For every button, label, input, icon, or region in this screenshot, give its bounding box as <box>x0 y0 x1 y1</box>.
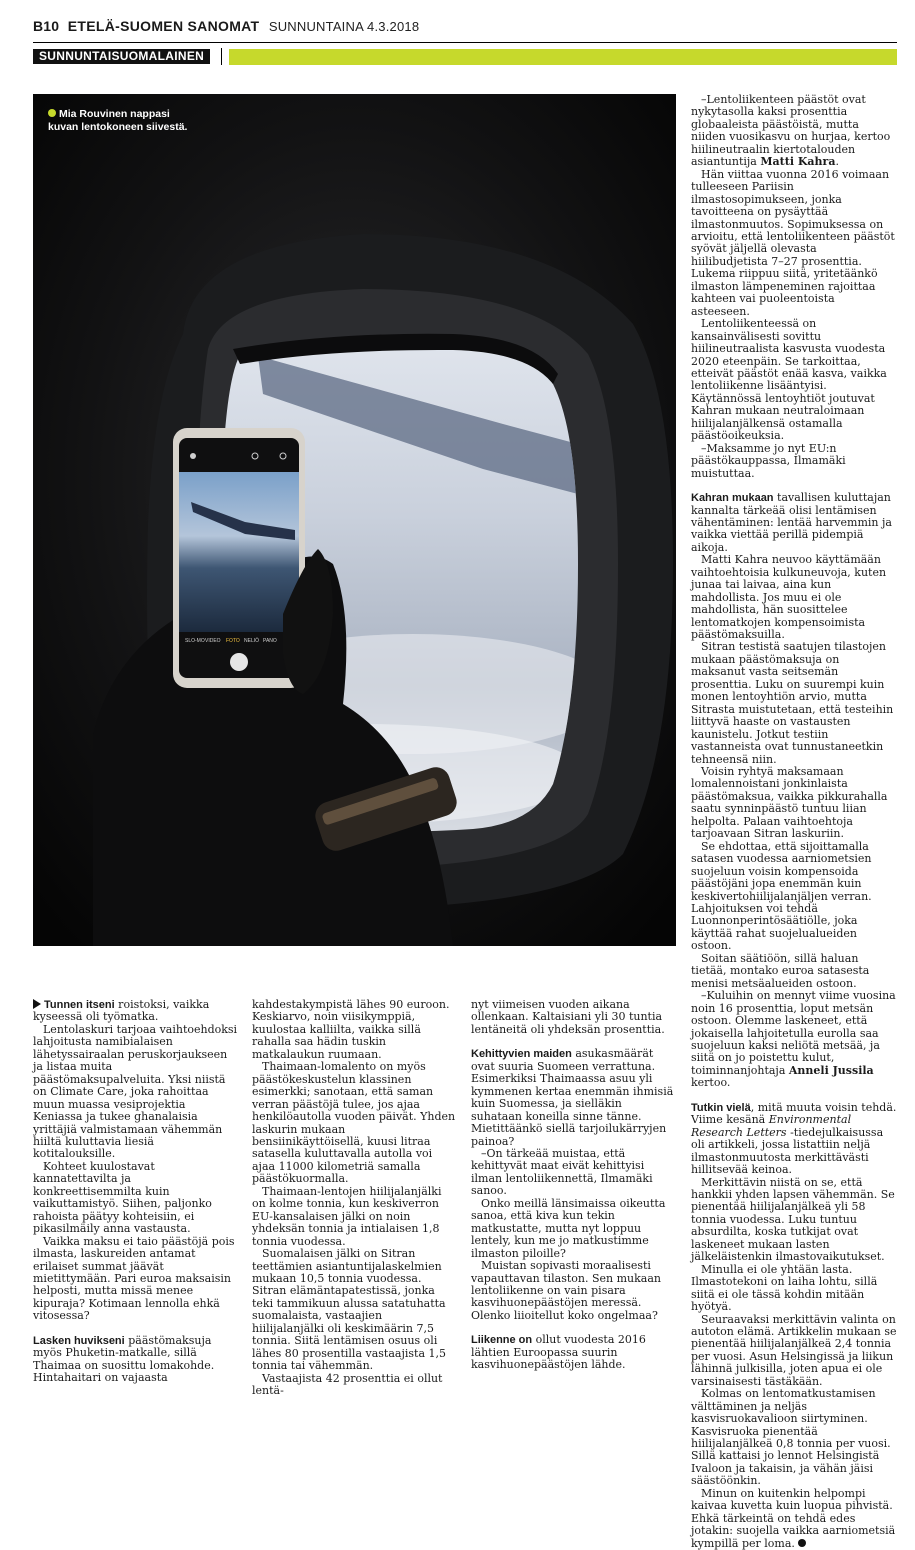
paragraph: kahdestakympistä lähes 90 euroon. Keskiarvo, noin viisikymppiä, kuulostaa kalliilta, vaikka sillä rahalla saa hädin tuskin matkalaukun ruumaan. <box>252 998 450 1061</box>
paragraph: Lentoliikenteessä on kansainvälisesti sovittu hiilineutraalista kasvusta vuodesta 2020 eteenpäin. Se tarkoittaa, etteivät päästöt enää kasva, vaikka lentoliikenne lisääntyisi. Käytännössä lentoyhtiöt joutuvat Kahran mukaan neutraloimaan hiilijalanjälkensä ostamalla päästöoikeuksia. <box>691 317 887 443</box>
photo-caption <box>48 108 188 133</box>
paragraph: Seuraavaksi merkittävin valinta on autoton elämä. Artikkelin mukaan se pienentää hiilijalanjälkeä 2,4 tonnia per vuosi. Asun Helsingissä ja liikun lähinnä julkisilla, joten apua ei ole varsinaisesti tästäkään. <box>691 1312 897 1388</box>
phone-mode-4: PANO <box>263 638 277 644</box>
paragraph: Kohteet kuulostavat kannatettavilta ja konkreettisemmilta kuin vaikuttamistyö. Siihen, paljonko rahoista päätyy kohteisiin, ei pikasilmäily anna vastausta. <box>33 1159 212 1236</box>
shutter-icon <box>230 653 248 671</box>
paragraph: Soitan säätiöön, sillä haluan tietää, montako euroa satasesta menisi metsäalueiden ostoon. <box>691 951 870 990</box>
article-photo <box>33 94 676 946</box>
paragraph: Voisin ryhtyä maksamaan lomalennoistani jonkinlaista päästömaksua, vaikka pikkurahalla saatu synninpäästö tuntuu liian helpolta. Palaan vaihtoehtoja tarjoavaan Sitran laskuriin. <box>691 765 888 841</box>
paragraph: Vaikka maksu ei taio päästöjä pois ilmasta, laskureiden antamat erilaiset summat jäävät mietittymään. Pari euroa maksaisin helposti, mutta missä menee kipuraja? Kotimaan lennolla ehkä vitosessa? <box>33 1234 235 1323</box>
paragraph: Thaimaan-lentojen hiilijalanjälki on kolme tonnia, kun keskiverron EU-kansalaisen jälki on noin yhdeksän tonnia ja intialaisen 1,8 tonnia vuodessa. <box>252 1184 442 1248</box>
paragraph: Kolmas on lentomatkustamisen välttäminen ja neljäs kasvisruokavalioon siirtyminen. Kasvisruoka pienentää hiilijalanjälkeä 0,8 tonnia per vuosi. Sillä kattaisi jo lennot Helsingistä Ivaloon ja takaisin, ja vähän jäisi säästöönkin. <box>691 1387 891 1488</box>
section-label: SUNNUNTAISUOMALAINEN <box>33 49 210 64</box>
masthead <box>33 18 897 40</box>
end-of-article-icon <box>798 1539 806 1547</box>
paragraph: Merkittävin niistä on se, että hankkii yhden lapsen vähemmän. Se pienentää hiilijalanjälkeä yli 58 tonnia vuodessa. Luku tuntuu absurdilta, koska tutkijat ovat laskeneet mukaan lasten jälkeläistenkin ilmastovaikutukset. <box>691 1175 895 1264</box>
paragraph: asukasmäärät ovat suuria Suomeen verrattuna. Esimerkiksi Thaimaassa asuu yli kymmenen kertaa enemmän ihmisiä kuin Suomessa, ja sielläkin suhataan koneilla sinne tänne. Mietittäänkö siellä tarjoilukärryjen painoa? <box>471 1047 674 1148</box>
issue-date: SUNNUNTAINA 4.3.2018 <box>268 19 420 34</box>
paragraph-end: . <box>835 155 839 169</box>
newspaper-name: ETELÄ-SUOMEN SANOMAT <box>67 18 260 34</box>
paragraph: Hän viittaa vuonna 2016 voimaan tulleeseen Pariisin ilmastosopimukseen, jonka tavoitteena on pysäyttää ilmastonmuutos. Sopimuksessa on arvioitu, että lentoliikenteen päästöt syövät jäljellä olevasta hiilibudjetista 7–27 prosenttia. Lukema riippuu siitä, yritetäänkö ilmaston lämpeneminen rajoittaa kahteen vai puoleentoista asteeseen. <box>691 167 895 318</box>
phone-mode-3: NELIÖ <box>244 638 260 644</box>
paragraph: päästömaksuja myös Phuketin-matkalle, sillä Thaimaa on suosittu lomakohde. Hintahaitari on vajaasta <box>33 1333 215 1385</box>
paragraph: , mitä muuta voisin tehdä. Viime kesänä <box>691 1100 897 1127</box>
subhead-lead: Tunnen itseni <box>44 999 115 1011</box>
paragraph: –On tärkeää muistaa, että kehittyvät maat eivät kehittyisi ilman lentoliikennettä, Ilmamäki sanoo. <box>471 1146 653 1198</box>
phone-screen <box>179 472 299 632</box>
paragraph: –Maksamme jo nyt EU:n päästökauppassa, Ilmamäki muistuttaa. <box>691 441 846 480</box>
journal-title: Environmental Research Letters <box>691 1113 852 1139</box>
subhead-lead: Kehittyvien maiden <box>471 1048 572 1061</box>
paragraph: ollut vuodesta 2016 lähtien Euroopassa suurin kasvihuonepäästöjen lähde. <box>471 1333 646 1372</box>
phone-mode-2: FOTO <box>226 638 240 644</box>
caption-bullet-icon <box>48 109 56 117</box>
subhead-lead: Tutkin vielä <box>691 1101 751 1114</box>
paragraph: Minulla ei ole yhtään lasta. Ilmastotekoni on laiha lohtu, sillä siitä ei ole tässä kohdin mitään hyötyä. <box>691 1262 878 1314</box>
airplane-window-illustration <box>33 94 676 946</box>
paragraph: Se ehdottaa, että sijoittamalla satasen vuodessa aarniometsien suojeluun voisin kompensoida päästöjäni jopa enemmän kuin keskivertohiilijalanjäljen verran. Lahjoituksen voi tehdä Luonnonperintösäätiölle, joka käyttää rahat suojelualueiden ostoon. <box>691 839 872 953</box>
paragraph: tavallisen kuluttajan kannalta tärkeää olisi lentämisen vähentäminen: lentää harvemmin ja vaikka viettää perillä pidempiä aikoja. <box>691 491 892 554</box>
person-name: Matti Kahra <box>760 155 836 169</box>
triangle-bullet-icon <box>33 999 41 1009</box>
paragraph: Sitran testistä saatujen tilastojen mukaan päästömaksuja on maksanut vasta seitsemän prosenttia. Luku on suurempi kuin monen lentoyhtiön arvio, mutta Sitrasta muistutetaan, että testeihin liittyvä haaste on vastausten kaunistelu. Jotkut testiin vastanneista ovat tunnustaneetkin tehneensä niin. <box>691 640 894 766</box>
paragraph-end: kertoo. <box>691 1076 731 1090</box>
paragraph: Vastaajista 42 prosenttia ei ollut lentä- <box>252 1371 443 1398</box>
paragraph: –Lentoliikenteen päästöt ovat nykytasolla kaksi prosenttia globaaleista päästöistä, mutta niiden vuosikasvu on hurjaa, kertoo hiilineutraalin kiertotalouden asiantuntija <box>691 93 891 169</box>
paragraph: roistoksi, vaikka kyseessä oli työmatka. <box>33 998 210 1024</box>
paragraph: Thaimaan-lomalento on myös päästökeskustelun klassinen esimerkki; sanotaan, että saman verran päästöjä tulee, jos ajaa henkilöautolla vuoden päivät. Yhden laskurin mukaan bensiinikäyttöisellä, kuusi litraa satasella kuluttavalla autolla voi ajaa 11000 kilometriä samalla päästökuormalla. <box>252 1060 456 1186</box>
subhead-lead: Liikenne on <box>471 1334 533 1347</box>
section-accent-bar <box>229 49 897 65</box>
person-name: Anneli Jussila <box>788 1063 874 1077</box>
paragraph: Matti Kahra neuvoo käyttämään vaihtoehtoisia kulkuneuvoja, kuten junaa tai laivaa, aina kun mahdollista. Jos muu ei ole mahdollista, hän suosittelee lentomatkojen kompensoimista päästömaksuilla. <box>691 553 887 642</box>
article-column-right <box>691 94 897 1550</box>
page-number: B10 <box>33 18 60 34</box>
article-column-2 <box>252 999 457 1398</box>
paragraph: Suomalaisen jälki on Sitran teettämien asiantuntijalaskelmien mukaan 10,5 tonnia vuodessa. Sitran elämäntapatestissä, jonka teki tammikuun alussa satatuhatta suomalaista, vastaajien hiilijalanjälki oli keskimäärin 7,5 tonnia. Siitä lentämisen osuus oli lähes 80 prosentilla vastaajista 1,5 tonnia tai vähemmän. <box>252 1247 446 1373</box>
phone-mode-0: SLO-MO <box>185 638 205 644</box>
paragraph: –Kuluihin on mennyt viime vuosina noin 16 prosenttia, loput metsän ostoon. Olemme laskeneet, että jokaisella lahjoitetulla eurolla saa suojeluun kaksi neliötä metsää, ja siitä on jo poistettu kulut, toiminnanjohtaja <box>691 989 896 1077</box>
article-column-3 <box>471 999 676 1372</box>
section-separator <box>221 48 222 65</box>
paragraph: Muistan sopivasti moraalisesti vapauttavan tilaston. Sen mukaan lentoliikenne on vain pisara kasvihuonepäästöjen meressä. Olenko liioitellut koko ongelmaa? <box>471 1259 661 1322</box>
paragraph: nyt viimeisen vuoden aikana ollenkaan. Kaltaisiani yli 30 tuntia lentäneitä oli yhdeksän prosenttia. <box>471 998 665 1036</box>
subhead-lead: Kahran mukaan <box>691 492 774 505</box>
paragraph: Minun on kuitenkin helpompi kaivaa kuvetta kuin luopua pihvistä. Ehkä tärkeintä on tehdä edes jotakin: suojella vaikka aarniometsiä kympillä per loma. <box>691 1486 896 1550</box>
flash-icon <box>190 453 196 459</box>
paragraph: Lentolaskuri tarjoaa vaihtoehdoksi lahjoitusta namibialaisen lähetyssairaalan peruskorjaukseen ja listaa muita päästömaksupalveluita. Yksi niistä on Climate Care, joka rahoittaa muun muassa vesiprojektia Keniassa ja tukee ghanalaisia yrittäjiä valmistamaan vähemmän hiiltä kuluttavia liesiä kotitalouksille. <box>33 1022 238 1161</box>
caption-text: Mia Rouvinen nappasi kuvan lentokoneen siivestä. <box>48 108 188 133</box>
subhead-lead: Lasken huvikseni <box>33 1334 125 1347</box>
masthead-rule <box>33 42 897 43</box>
paragraph: -tiedejulkaisussa oli artikkeli, jossa listattiin neljä ilmastonmuutosta merkittävästi hillitsevää keinoa. <box>691 1125 884 1177</box>
paragraph: Onko meillä länsimaissa oikeutta sanoa, että kiva kun tekin matkustatte, mutta nyt loppuu lentely, kun me jo matkustimme ilmaston piloille? <box>471 1196 666 1260</box>
phone-mode-1: VIDEO <box>205 638 221 644</box>
